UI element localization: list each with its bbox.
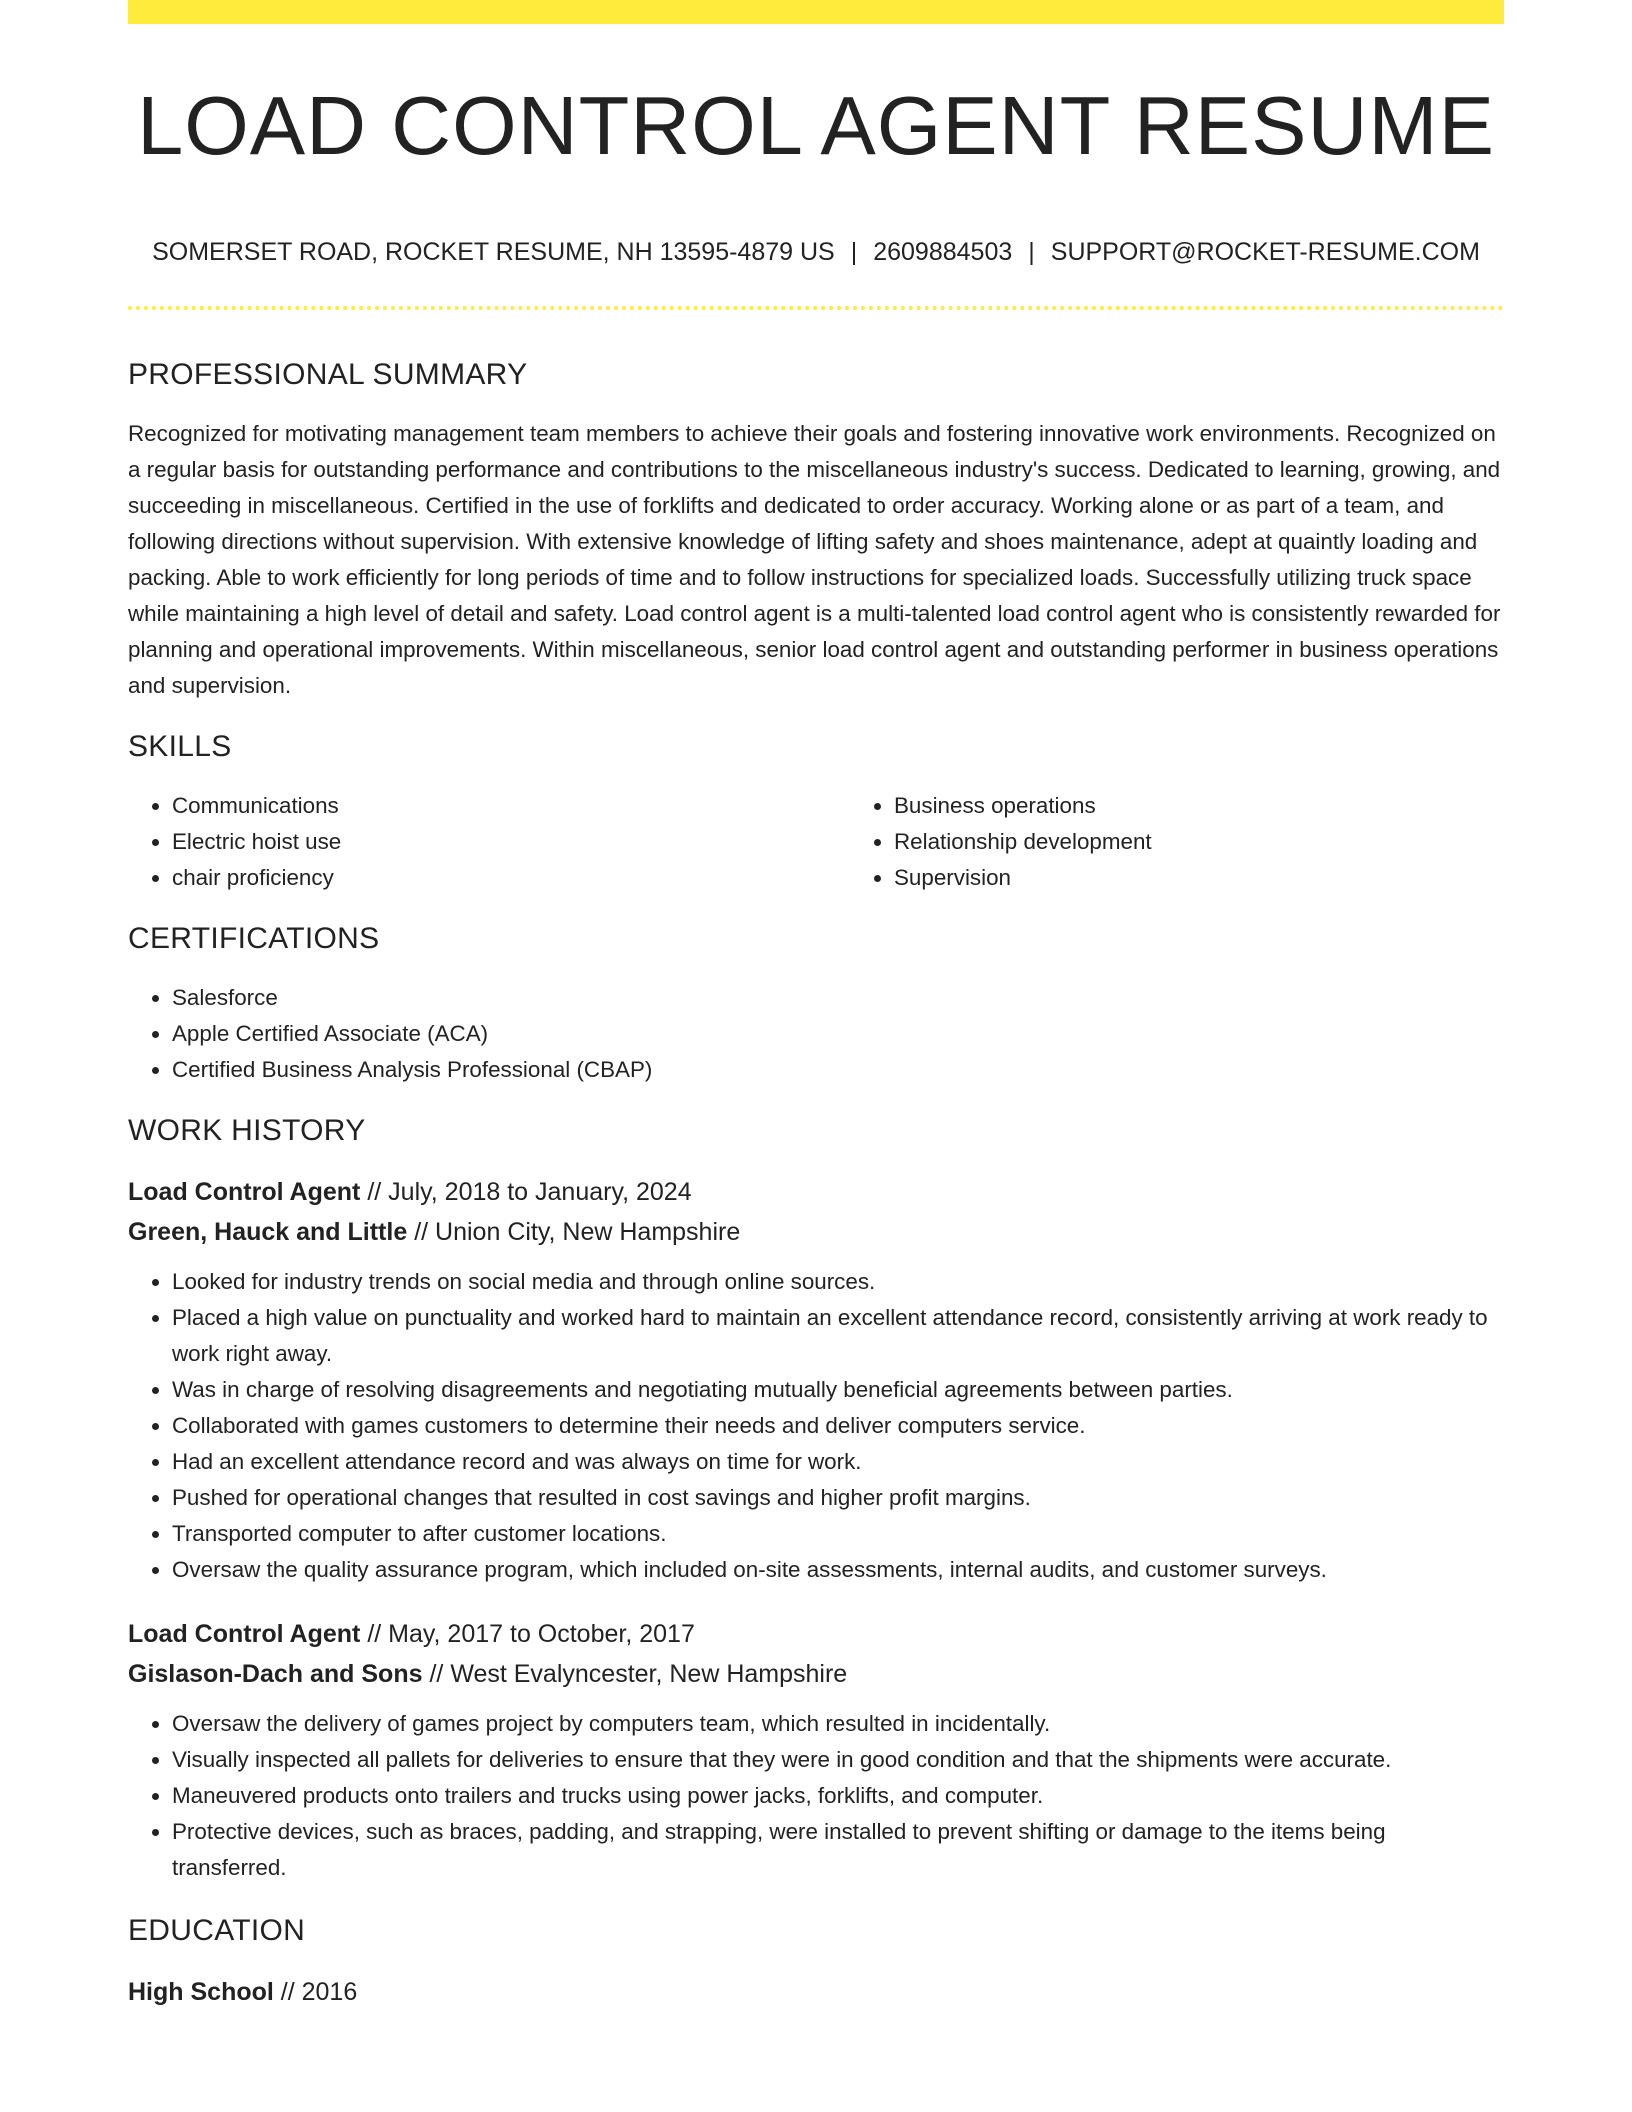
contact-email[interactable]: SUPPORT@ROCKET-RESUME.COM <box>1050 238 1480 266</box>
job-separator: // <box>422 1660 451 1688</box>
job-bullet: • Pushed for operational changes that resulted in cost savings and higher profit margins. <box>172 1480 1504 1516</box>
job-bullet: • Collaborated with games customers to determine their needs and deliver computers service. <box>172 1408 1504 1444</box>
dotted-divider <box>128 306 1504 310</box>
job-separator: // <box>407 1218 436 1246</box>
contact-address: SOMERSET ROAD, ROCKET RESUME, NH 13595-4879 US <box>152 238 835 266</box>
certification-item: • Certified Business Analysis Professional (CBAP) <box>172 1052 1504 1088</box>
work-history-heading: WORK HISTORY <box>128 1114 366 1147</box>
contact-separator: | <box>850 238 858 266</box>
contact-line <box>128 238 1504 267</box>
job-separator: // <box>360 1178 389 1206</box>
job-title-line <box>128 1172 1504 1212</box>
education-section <box>128 1912 1504 2012</box>
summary-heading: PROFESSIONAL SUMMARY <box>128 358 528 391</box>
job-bullet: • Oversaw the quality assurance program, which included on-site assessments, internal audits, and customer surveys. <box>172 1552 1504 1588</box>
job-dates: July, 2018 to January, 2024 <box>388 1178 692 1206</box>
skill-item: • Electric hoist use <box>172 824 850 860</box>
education-heading: EDUCATION <box>128 1914 306 1947</box>
certifications-section <box>128 920 1504 1088</box>
job-bullet: • Placed a high value on punctuality and worked hard to maintain an excellent attendance record, consistently arriving at work ready to work right away. <box>172 1300 1504 1372</box>
education-year: 2016 <box>301 1978 358 2006</box>
job-bullet: • Was in charge of resolving disagreements and negotiating mutually beneficial agreements between parties. <box>172 1372 1504 1408</box>
job-bullet: • Visually inspected all pallets for deliveries to ensure that they were in good condition and that the shipments were accurate. <box>172 1742 1504 1778</box>
job-entry <box>128 1614 1504 1886</box>
job-location: West Evalyncester, New Hampshire <box>450 1660 848 1688</box>
accent-top-bar <box>128 0 1504 24</box>
job-bullet: • Maneuvered products onto trailers and trucks using power jacks, forklifts, and computer. <box>172 1778 1504 1814</box>
skills-grid <box>128 788 1504 896</box>
job-bullet: • Oversaw the delivery of games project by computers team, which resulted in incidentally. <box>172 1706 1504 1742</box>
job-company-line <box>128 1654 1504 1694</box>
job-company: Gislason-Dach and Sons <box>128 1660 423 1688</box>
resume-content <box>128 356 1504 2036</box>
contact-phone: 2609884503 <box>873 238 1013 266</box>
job-bullet: • Had an excellent attendance record and was always on time for work. <box>172 1444 1504 1480</box>
skills-heading: SKILLS <box>128 730 232 763</box>
skills-list-right <box>850 788 1572 896</box>
job-title-line <box>128 1614 1504 1654</box>
job-company-line <box>128 1212 1504 1252</box>
job-bullet: • Protective devices, such as braces, padding, and strapping, were installed to prevent shifting or damage to the items being transferred. <box>172 1814 1504 1886</box>
skill-item: • Communications <box>172 788 850 824</box>
job-company: Green, Hauck and Little <box>128 1218 408 1246</box>
certification-item: • Apple Certified Associate (ACA) <box>172 1016 1504 1052</box>
job-bullet: • Transported computer to after customer locations. <box>172 1516 1504 1552</box>
skill-item: • Business operations <box>894 788 1572 824</box>
skill-item: • Supervision <box>894 860 1572 896</box>
certifications-heading: CERTIFICATIONS <box>128 922 380 955</box>
job-separator: // <box>360 1620 389 1648</box>
job-dates: May, 2017 to October, 2017 <box>388 1620 695 1648</box>
job-title: Load Control Agent <box>128 1178 361 1206</box>
certifications-list <box>128 980 1504 1088</box>
work-history-section <box>128 1112 1504 1886</box>
job-bullet: • Looked for industry trends on social media and through online sources. <box>172 1264 1504 1300</box>
skills-section <box>128 728 1504 896</box>
summary-section <box>128 356 1504 704</box>
job-bullets <box>128 1706 1504 1886</box>
certification-item: • Salesforce <box>172 980 1504 1016</box>
education-separator: // <box>273 1978 302 2006</box>
job-title: Load Control Agent <box>128 1620 361 1648</box>
summary-text: Recognized for motivating management team members to achieve their goals and fostering innovative work environments. Recognized on a regular basis for outstanding performance and contributions to the miscellaneous industry's success. Dedicated to learning, growing, and succeeding in miscellaneous. Certified in the use of forklifts and dedicated to order accuracy. Working alone or as part of a team, and following directions without supervision. With extensive knowledge of lifting safety and shoes maintenance, adept at quaintly loading and packing. Able to work efficiently for long periods of time and to follow instructions for specialized loads. Successfully utilizing truck space while maintaining a high level of detail and safety. Load control agent is a multi-talented load control agent who is consistently rewarded for planning and operational improvements. Within miscellaneous, senior load control agent and outstanding performer in business operations and supervision. <box>128 421 1501 698</box>
job-location: Union City, New Hampshire <box>435 1218 741 1246</box>
skill-item: • Relationship development <box>894 824 1572 860</box>
skill-item: • chair proficiency <box>172 860 850 896</box>
resume-title: LOAD CONTROL AGENT RESUME <box>137 79 1495 172</box>
education-entry <box>128 1972 1504 2012</box>
job-bullets <box>128 1264 1504 1588</box>
contact-separator: | <box>1028 238 1035 266</box>
job-entry <box>128 1172 1504 1588</box>
skills-list-left <box>128 788 850 896</box>
education-degree: High School <box>128 1978 274 2006</box>
